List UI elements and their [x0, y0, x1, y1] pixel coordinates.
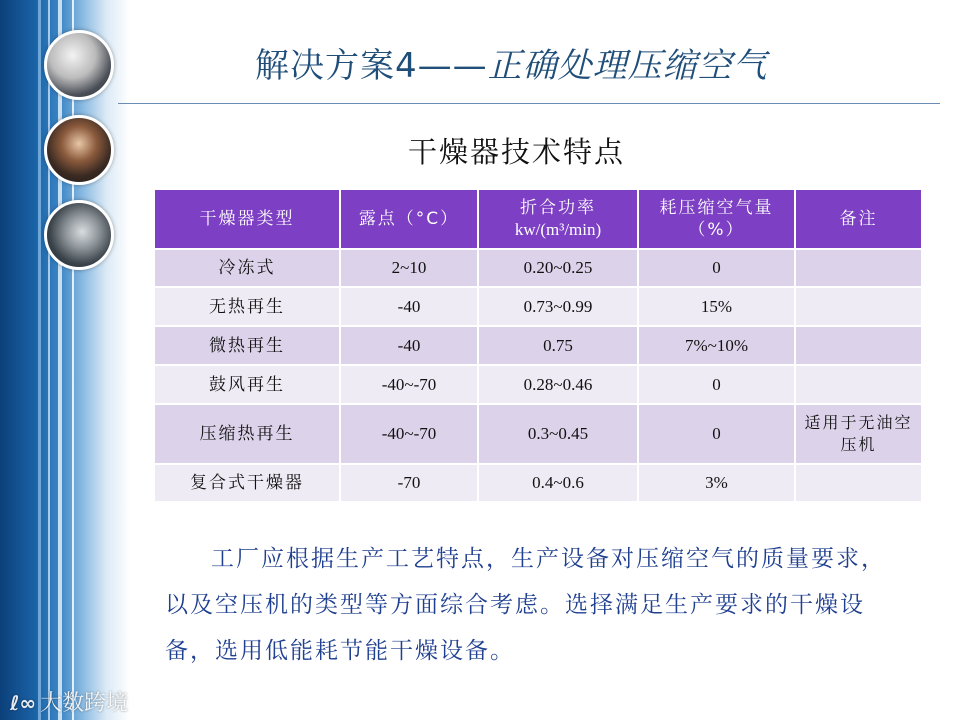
cell-dryer-type: 冷冻式 [154, 249, 340, 287]
cell-remarks [795, 464, 922, 502]
sidebar-stripe [72, 0, 74, 720]
header-dew-point: 露点（°C） [340, 189, 478, 249]
cell-dew-point: 2~10 [340, 249, 478, 287]
sidebar-stripe [58, 0, 62, 720]
cell-power: 0.73~0.99 [478, 287, 638, 326]
cell-dew-point: -40 [340, 287, 478, 326]
slide-title [255, 38, 768, 87]
cell-power: 0.20~0.25 [478, 249, 638, 287]
cell-dryer-type: 压缩热再生 [154, 404, 340, 464]
header-dryer-type: 干燥器类型 [154, 189, 340, 249]
header-power: 折合功率 kw/(m³/min) [478, 189, 638, 249]
cell-dryer-type: 复合式干燥器 [154, 464, 340, 502]
cell-air-consumption: 3% [638, 464, 795, 502]
table-row [154, 464, 922, 502]
title-emphasis: 正确处理压缩空气 [487, 46, 768, 86]
cell-air-consumption: 7%~10% [638, 326, 795, 365]
cell-dryer-type: 微热再生 [154, 326, 340, 365]
cell-power: 0.3~0.45 [478, 404, 638, 464]
cell-dew-point: -40 [340, 326, 478, 365]
cell-air-consumption: 15% [638, 287, 795, 326]
header-remarks: 备注 [795, 189, 922, 249]
table-heading: 干燥器技术特点 [408, 135, 626, 169]
table-row [154, 404, 922, 464]
industrial-photo-circle [44, 30, 114, 100]
sidebar-stripe [48, 0, 50, 720]
office-walkers-photo-circle [44, 200, 114, 270]
watermark-logo-icon: ℓ∞ [10, 691, 37, 715]
cell-remarks: 适用于无油空压机 [795, 404, 922, 464]
watermark [10, 686, 128, 717]
cell-remarks [795, 326, 922, 365]
cell-dryer-type: 鼓风再生 [154, 365, 340, 404]
cell-dew-point: -40~-70 [340, 365, 478, 404]
table-row [154, 365, 922, 404]
cell-dew-point: -40~-70 [340, 404, 478, 464]
cell-dryer-type: 无热再生 [154, 287, 340, 326]
header-air-consumption: 耗压缩空气量 （%） [638, 189, 795, 249]
recommendation-paragraph: 工厂应根据生产工艺特点，生产设备对压缩空气的质量要求，以及空压机的类型等方面综合考虑。选择满足生产要求的干燥设备，选用低能耗节能干燥设备。 [165, 546, 886, 664]
table-row [154, 326, 922, 365]
cell-dew-point: -70 [340, 464, 478, 502]
cell-air-consumption: 0 [638, 404, 795, 464]
left-sidebar-decoration [0, 0, 130, 720]
business-people-photo-circle [44, 115, 114, 185]
table-row [154, 287, 922, 326]
title-divider [118, 103, 940, 104]
sidebar-stripe [38, 0, 41, 720]
cell-air-consumption: 0 [638, 249, 795, 287]
cell-remarks [795, 249, 922, 287]
dryer-spec-table [153, 188, 923, 503]
cell-remarks [795, 365, 922, 404]
title-prefix: 解决方案4—— [255, 46, 488, 86]
cell-air-consumption: 0 [638, 365, 795, 404]
cell-power: 0.28~0.46 [478, 365, 638, 404]
cell-remarks [795, 287, 922, 326]
table-header-row [154, 189, 922, 249]
cell-power: 0.4~0.6 [478, 464, 638, 502]
cell-power: 0.75 [478, 326, 638, 365]
watermark-text: 大数跨境 [40, 691, 129, 716]
table-row [154, 249, 922, 287]
